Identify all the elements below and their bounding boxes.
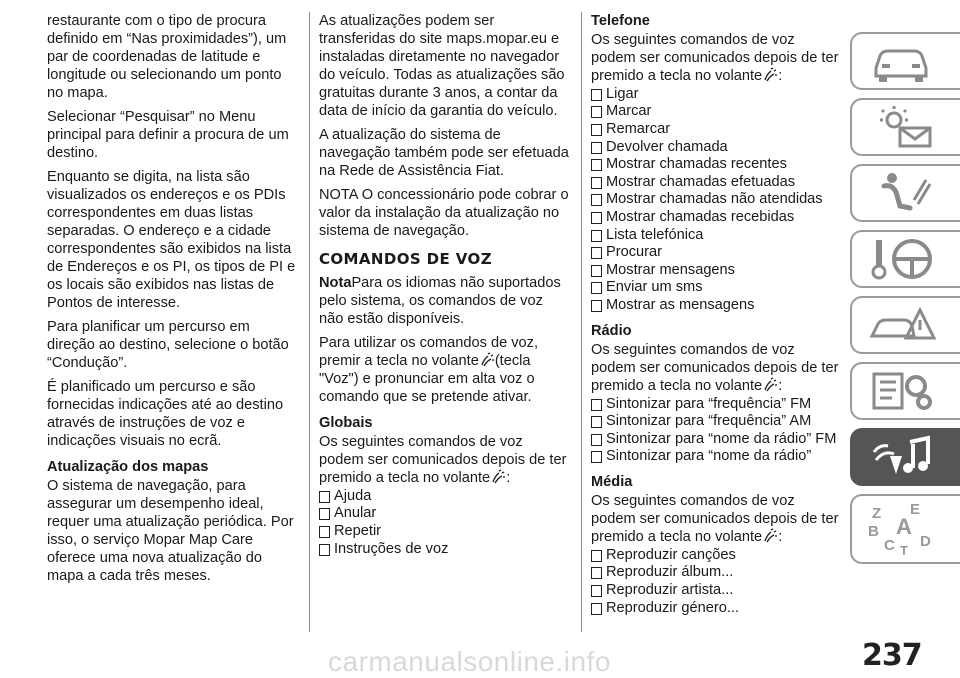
command-list-item [591,296,841,314]
subheading-phone: Telefone [591,13,650,29]
command-text: Reproduzir álbum... [606,564,734,581]
note-label: Nota [319,275,352,291]
text-span: Os seguintes comandos de voz podem ser comunicados depois de ter premido a tecla no volante [319,434,567,486]
command-list [319,487,569,557]
command-list-item [591,191,841,209]
command-text: Marcar [606,103,652,120]
key-steering-icon [866,236,940,282]
checkbox-square-icon [591,177,602,189]
paragraph: Selecionar “Pesquisar” no Menu principal para definir a procura de um destino. [47,109,289,161]
voice-command-icon [479,352,495,368]
paragraph [591,31,841,85]
checkbox-square-icon [591,603,602,615]
checkbox-square-icon [591,434,602,446]
command-list-item [591,138,841,156]
command-list [591,546,841,616]
command-list [591,395,841,465]
command-text: Ajuda [334,487,372,504]
tab-multimedia[interactable] [850,428,960,486]
command-text: Reproduzir artista... [606,582,734,599]
voice-command-icon [762,377,778,393]
command-list-item [591,226,841,244]
checkbox-square-icon [591,142,602,154]
checkbox-square-icon [591,585,602,597]
paragraph: As atualizações podem ser transferidas do site maps.mopar.eu e instaladas diretamente no navegador do veículo. Todas as atualizações são gratuitas durante 3 anos, a contar da data de início da garantia do veículo. [319,13,565,119]
tab-safety[interactable] [850,164,960,222]
command-text: Remarcar [606,120,671,137]
watermark: carmanualsonline.info [328,646,611,677]
paragraph [319,433,569,487]
command-list-item [319,540,569,558]
command-text: Enviar um sms [606,279,703,296]
command-list-item [591,208,841,226]
command-list-item [591,564,841,582]
checkbox-square-icon [591,300,602,312]
paragraph [591,341,841,395]
command-text: Mostrar chamadas efetuadas [606,173,796,190]
tab-index[interactable] [850,494,960,564]
checkbox-square-icon [591,265,602,277]
command-list-item [319,505,569,523]
section-heading-voice-commands: COMANDOS DE VOZ [319,250,492,268]
text-span: : [778,68,783,84]
checkbox-square-icon [319,526,330,538]
command-list-item [319,487,569,505]
command-list-item [319,522,569,540]
index-letter: C [884,537,895,554]
tab-car[interactable] [850,32,960,90]
page-number: 237 [862,638,922,673]
text-span: Os seguintes comandos de voz podem ser comunicados depois de ter premido a tecla no volante [591,341,839,394]
command-text: Lista telefónica [606,226,704,243]
command-text: Sintonizar para “nome da rádio” [606,448,812,465]
warning-lights-icon [866,104,940,150]
paragraph: A atualização do sistema de navegação também pode ser efetuada na Rede de Assistência Fiat. [319,127,569,179]
checkbox-square-icon [591,451,602,463]
command-list-item [591,173,841,191]
subheading-radio: Rádio [591,322,632,339]
paragraph: restaurante com o tipo de procura definido em “Nas proximidades”), um par de coordenadas de latitude e longitude ou selecionando um ponto no mapa. [47,13,287,101]
checkbox-square-icon [591,550,602,562]
tab-warning-lights[interactable] [850,98,960,156]
checkbox-square-icon [591,230,602,242]
paragraph: É planificado um percurso e são fornecidas indicações até ao destino através de instruções de voz e indicações visuais no ecrã. [47,379,284,449]
index-letter: A [896,514,912,539]
command-text: Mostrar as mensagens [606,296,755,313]
command-list-item [591,395,841,413]
command-text: Mostrar chamadas recentes [606,156,787,173]
command-list-item [591,261,841,279]
index-letter: D [920,533,931,550]
command-text: Anular [334,505,377,522]
checkbox-square-icon [591,159,602,171]
subheading-global: Globais [319,415,373,431]
checkbox-square-icon [319,544,330,556]
text-span: : [778,377,783,394]
command-text: Sintonizar para “frequência” AM [606,413,812,430]
command-text: Instruções de voz [334,540,449,557]
text-span: : [778,529,783,546]
breakdown-icon [866,302,940,348]
command-list-item [591,120,841,138]
command-list-item [591,155,841,173]
command-text: Sintonizar para “nome da rádio” FM [606,430,837,447]
checkbox-square-icon [591,124,602,136]
airbag-seat-icon [866,170,940,216]
command-text: Reproduzir canções [606,546,736,563]
column-1 [47,12,299,591]
maintenance-gears-icon [866,368,940,414]
column-divider [309,12,310,632]
command-list-item [591,599,841,617]
command-list-item [591,243,841,261]
column-divider [581,12,582,632]
command-list-item [591,546,841,564]
voice-command-icon [762,528,778,544]
subheading-media: Média [591,474,633,491]
multimedia-icon [866,434,940,480]
command-text: Reproduzir género... [606,599,740,616]
checkbox-square-icon [591,416,602,428]
command-text: Mostrar chamadas não atendidas [606,191,823,208]
index-letter: E [910,501,921,518]
section-heading-map-update: Atualização dos mapas [47,459,209,475]
paragraph [319,334,569,406]
index-letter: Z [872,505,882,522]
command-text: Mostrar chamadas recebidas [606,208,795,225]
command-text: Sintonizar para “frequência” FM [606,395,812,412]
command-text: Procurar [606,244,662,261]
command-list-item [591,412,841,430]
paragraph: Para planificar um percurso em direção ao destino, selecione o botão “Condução”. [47,319,289,371]
text-span: Os seguintes comandos de voz podem ser comunicados depois de ter premido a tecla no volante [591,32,839,84]
command-list-item [591,430,841,448]
command-list-item [591,448,841,466]
checkbox-square-icon [319,491,330,503]
paragraph [591,492,841,546]
checkbox-square-icon [319,508,330,520]
voice-command-icon [762,67,778,83]
index-letters-icon [866,500,940,556]
checkbox-square-icon [591,89,602,101]
note-text: Para os idiomas não suportados pelo sistema, os comandos de voz não estão disponíveis. [319,275,561,327]
column-3 [591,12,841,624]
tab-starting-driving[interactable] [850,230,960,288]
checkbox-square-icon [591,399,602,411]
tab-emergency[interactable] [850,296,960,354]
command-list-item [591,279,841,297]
command-list [591,85,841,314]
tab-maintenance[interactable] [850,362,960,420]
checkbox-square-icon [591,282,602,294]
command-text: Devolver chamada [606,138,728,155]
paragraph: Enquanto se digita, na lista são visualizados os endereços e os PDIs correspondentes em duas listas separadas. O endereço e a cidade correspondentes são exibidos na lista de Endereços e os PI, os tipos de PI e os locais são exibidos nas listas de Pontos de interesse. [47,169,296,311]
index-letter: T [900,543,908,556]
voice-command-icon [490,469,506,485]
text-span: (tecla "Voz") e pronunciar em alta voz o comando que se pretende ativar. [319,353,535,405]
command-text: Mostrar mensagens [606,261,735,278]
checkbox-square-icon [591,212,602,224]
index-letter: B [868,523,879,540]
checkbox-square-icon [591,567,602,579]
text-span: Os seguintes comandos de voz podem ser comunicados depois de ter premido a tecla no volante [591,493,839,546]
checkbox-square-icon [591,106,602,118]
paragraph: NOTA O concessionário pode cobrar o valor da instalação da atualização no sistema de navegação. [319,187,569,239]
checkbox-square-icon [591,247,602,259]
command-list-item [591,581,841,599]
column-2 [319,12,569,565]
paragraph: O sistema de navegação, para assegurar um desempenho ideal, requer uma atualização periódica. Por isso, o serviço Mopar Map Care oferece uma nova atualização do mapa a cada três meses. [47,478,294,584]
command-list-item [591,103,841,121]
command-text: Repetir [334,522,382,539]
command-list-item [591,85,841,103]
command-text: Ligar [606,85,639,102]
text-span: Para utilizar os comandos de voz, premir a tecla no volante [319,335,539,369]
text-span: : [506,470,511,486]
note-paragraph [319,274,569,328]
car-icon [866,38,940,84]
checkbox-square-icon [591,194,602,206]
